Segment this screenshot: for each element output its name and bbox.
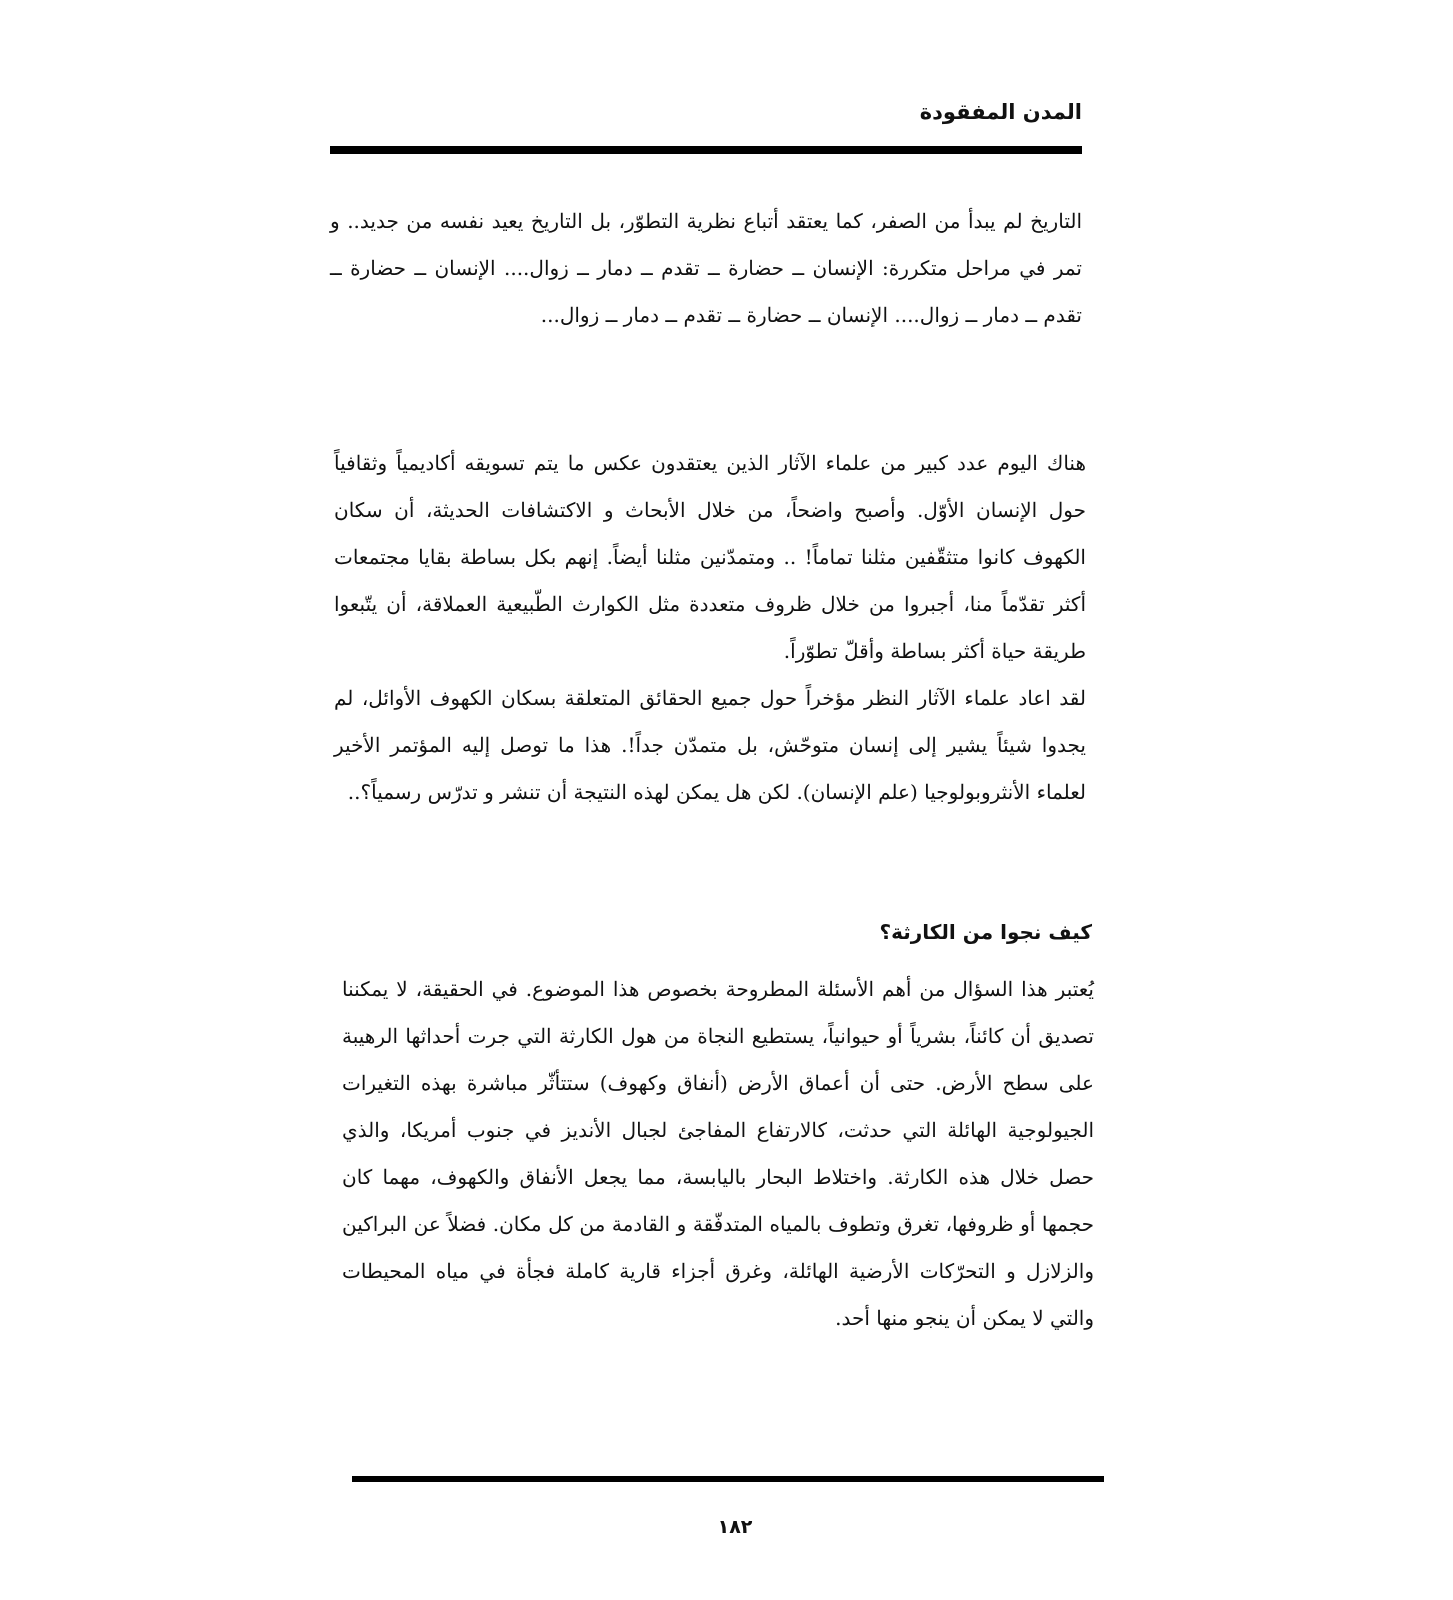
page-number: ١٨٢ (717, 1516, 753, 1538)
paragraph-cave-dwellers: هناك اليوم عدد كبير من علماء الآثار الذين يعتقدون عكس ما يتم تسويقه أكاديمياً وثقافياً حول الإنسان الأوّل. وأصبح واضحاً، من خلال الأبحاث و الاكتشافات الحديثة، أن سكان الكهوف كانوا متثقّفين مثلنا تماماً! .. ومتمدّنين مثلنا أيضاً. إنهم بكل بساطة بقايا مجتمعات أكثر تقدّماً منا، أجبروا من خلال ظروف متعددة مثل الكوارث الطّبيعية العملاقة، أن يتّبعوا طريقة حياة أكثر بساطة وأقلّ تطوّراً. (334, 451, 1086, 663)
paragraph-cycle-of-history: التاريخ لم يبدأ من الصفر، كما يعتقد أتباع نظرية التطوّر، بل التاريخ يعيد نفسه من جديد.. و تمر في مراحل متكررة: الإنسان ــ حضارة ــ تقدم ــ دمار ــ زوال.... الإنسان ــ حضارة ــ تقدم ــ دمار ــ زوال.... الإنسان ــ حضارة ــ تقدم ــ دمار ــ زوال... (330, 209, 1082, 327)
running-title: المدن المفقودة (919, 100, 1082, 124)
paragraph-anthropology-conference: لقد اعاد علماء الآثار النظر مؤخراً حول جميع الحقائق المتعلقة بسكان الكهوف الأوائل، لم يجدوا شيئاً يشير إلى إنسان متوحّش، بل متمدّن جداً!. هذا ما توصل إليه المؤتمر الأخير لعلماء الأنثروبولوجيا (علم الإنسان). لكن هل يمكن لهذه النتيجة أن تنشر و تدرّس رسمياً؟.. (334, 686, 1086, 804)
archaeology-section (334, 440, 1086, 816)
footer-rule (352, 1476, 1104, 1482)
section-heading: كيف نجوا من الكارثة؟ (879, 920, 1092, 944)
paragraph-catastrophe: يُعتبر هذا السؤال من أهم الأسئلة المطروحة بخصوص هذا الموضوع. في الحقيقة، لا يمكننا تصديق أن كائناً، بشرياً أو حيوانياً، يستطيع النجاة من هول الكارثة التي جرت أحداثها الرهيبة على سطح الأرض. حتى أن أعماق الأرض (أنفاق وكهوف) ستتأثّر مباشرة بهذه التغيرات الجيولوجية الهائلة التي حدثت، كالارتفاع المفاجئ لجبال الأنديز في جنوب أمريكا، والذي حصل خلال هذه الكارثة. واختلاط البحار باليابسة، مما يجعل الأنفاق والكهوف، مهما كان حجمها أو ظروفها، تغرق وتطوف بالمياه المتدفّقة و القادمة من كل مكان. فضلاً عن البراكين والزلازل و التحرّكات الأرضية الهائلة، وغرق أجزاء قارية كاملة فجأة في مياه المحيطات والتي لا يمكن أن ينجو منها أحد. (342, 977, 1094, 1330)
header-rule (330, 146, 1082, 154)
